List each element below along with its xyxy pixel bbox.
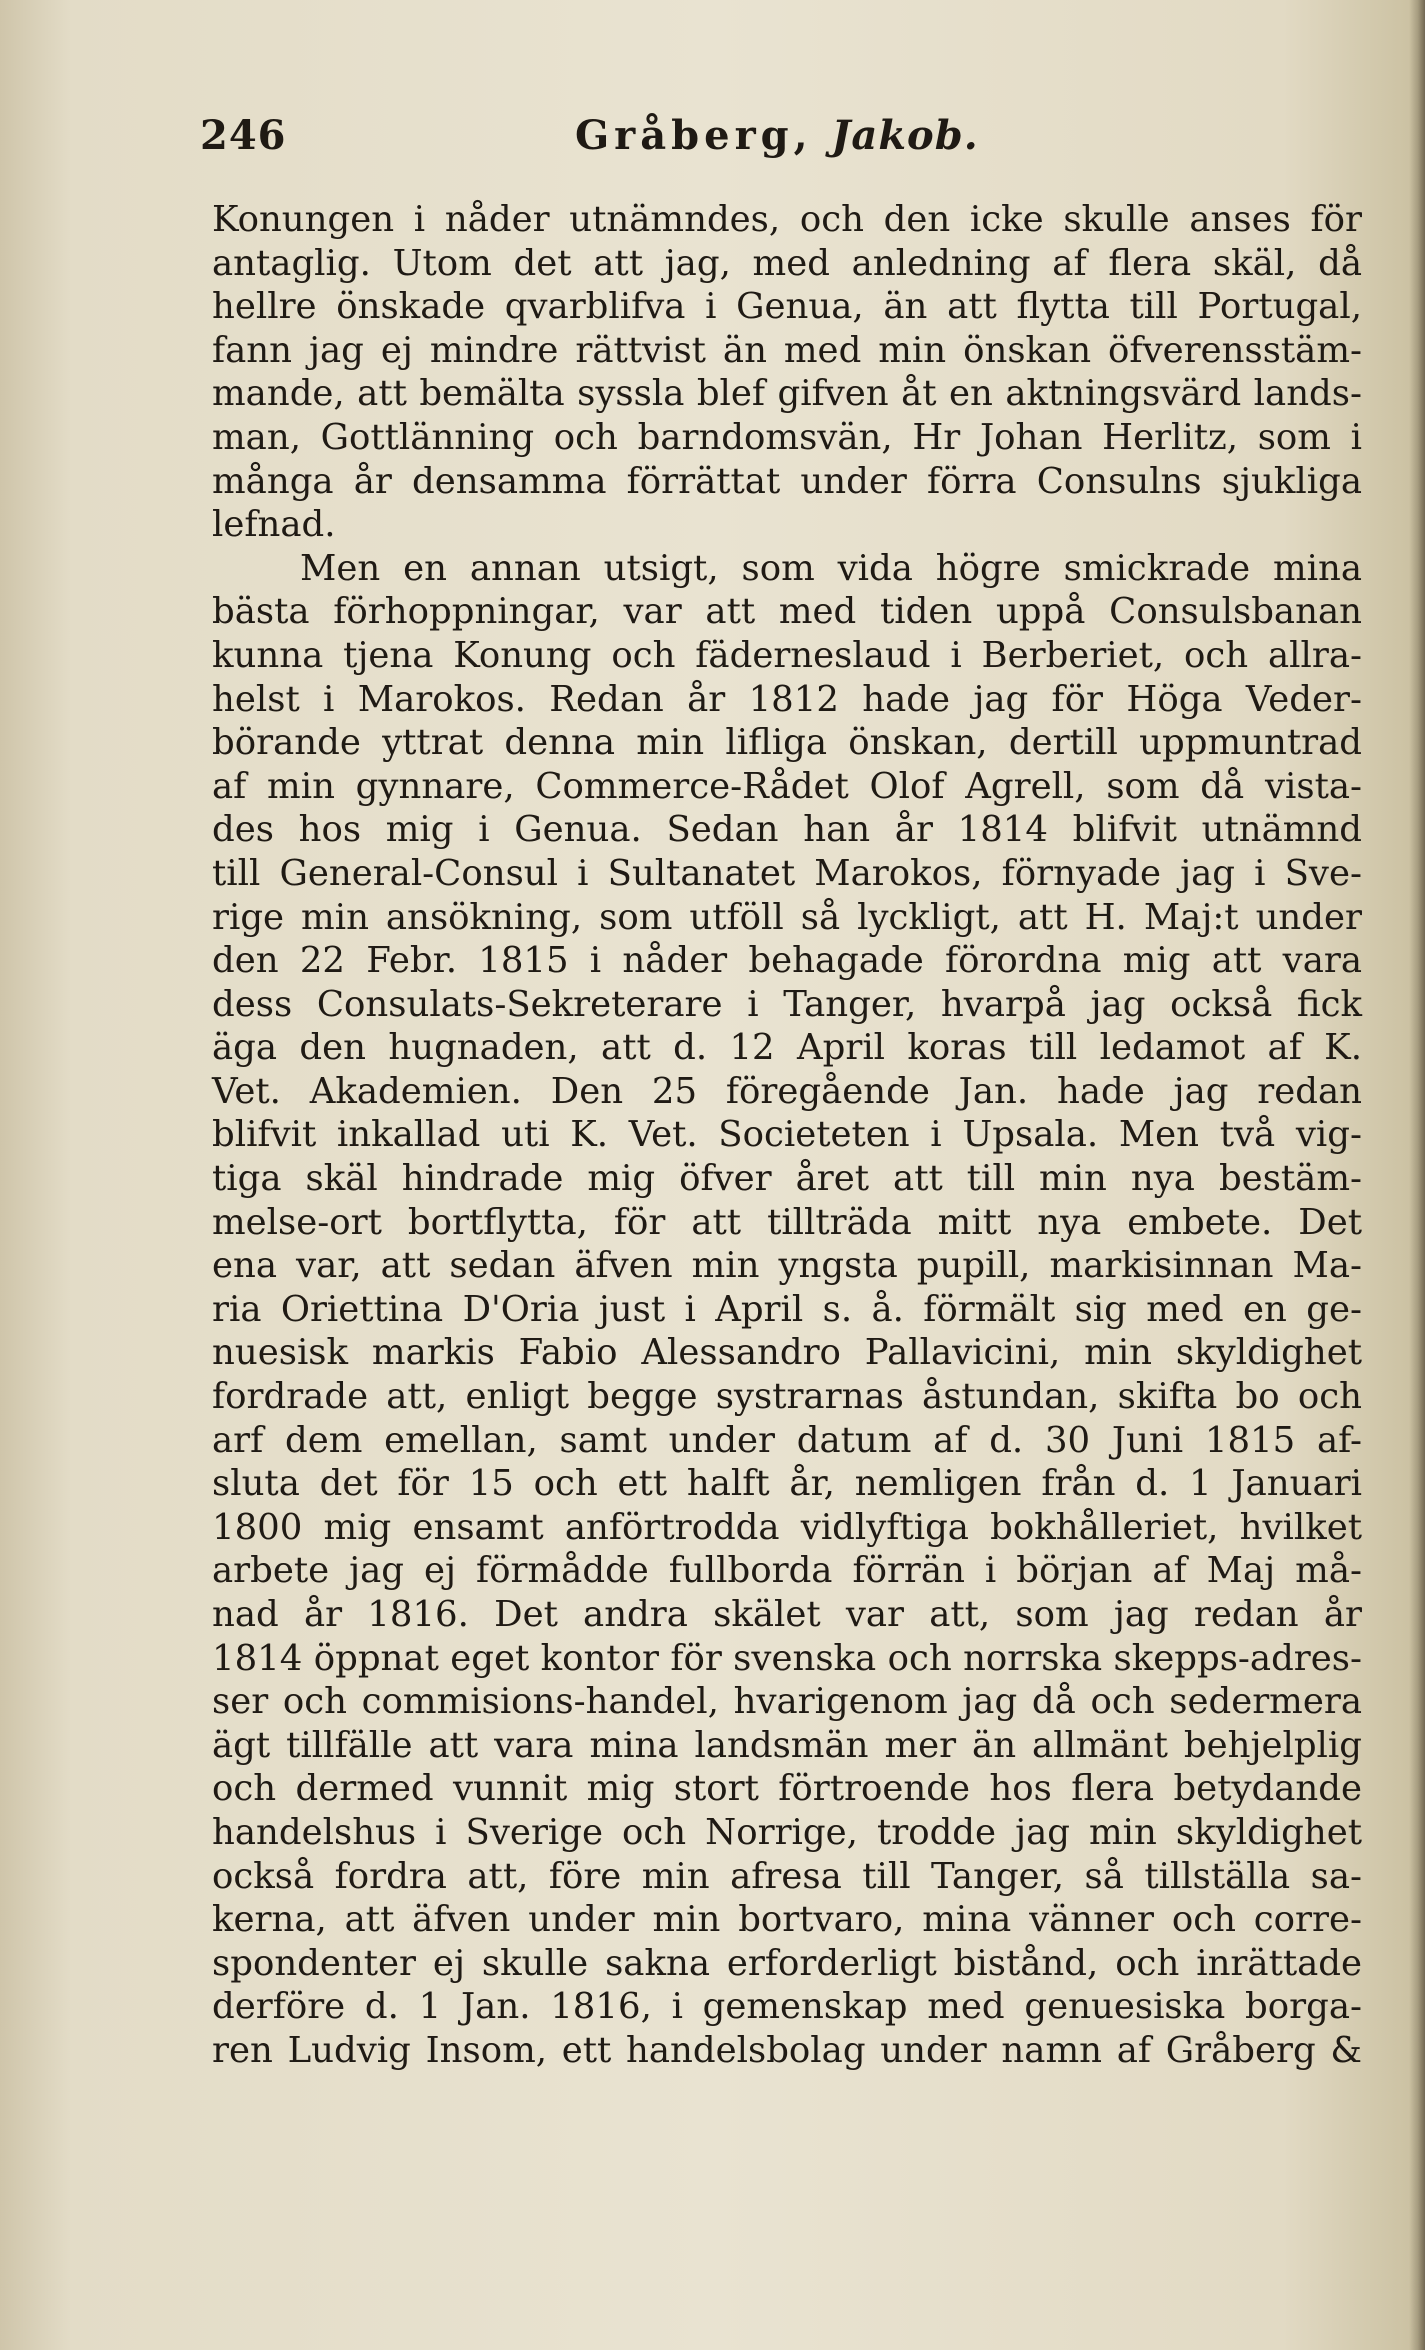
text-line: hellre önskade qvarblifva i Genua, än att flytta till Portugal,	[212, 286, 1362, 328]
page-edge-shadow	[1409, 0, 1425, 2350]
text-line: melse-ort bortflytta, för att tillträda mitt nya embete. Det	[212, 1201, 1362, 1243]
text-line: ena var, att sedan äfven min yngsta pupill, markisinnan Ma-	[212, 1245, 1362, 1287]
text-line: ägt tillfälle att vara mina landsmän mer än allmänt behjelplig	[212, 1724, 1362, 1766]
text-line: ren Ludvig Insom, ett handelsbolag under namn af Gråberg &	[212, 2029, 1362, 2071]
text-line: nuesisk markis Fabio Alessandro Pallavicini, min skyldighet	[212, 1332, 1362, 1374]
text-line: börande yttrat denna min lifliga önskan, dertill uppmuntrad	[212, 722, 1362, 764]
text-line: af min gynnare, Commerce-Rådet Olof Agrell, som då vista-	[212, 765, 1362, 807]
text-line: lefnad.	[212, 504, 336, 546]
text-line: derföre d. 1 Jan. 1816, i gemenskap med genuesiska borga-	[212, 1986, 1362, 2028]
text-line: äga den hugnaden, att d. 12 April koras till ledamot af K.	[212, 1027, 1362, 1069]
text-line: den 22 Febr. 1815 i nåder behagade förordna mig att vara	[212, 940, 1362, 982]
text-line: ria Oriettina D'Oria just i April s. å. förmält sig med en ge-	[212, 1288, 1362, 1330]
text-line: mande, att bemälta syssla blef gifven åt en aktningsvärd lands-	[212, 373, 1362, 415]
text-line-paragraph-start: Men en annan utsigt, som vida högre smickrade mina	[300, 547, 1362, 589]
text-line: kerna, att äfven under min bortvaro, mina vänner och corre-	[212, 1899, 1362, 1941]
text-line: bästa förhoppningar, var att med tiden uppå Consulsbanan	[212, 591, 1362, 633]
text-line: des hos mig i Genua. Sedan han år 1814 blifvit utnämnd	[212, 809, 1362, 851]
text-line: fann jag ej mindre rättvist än med min önskan öfverensstäm-	[212, 329, 1362, 371]
text-line: 1814 öppnat eget kontor för svenska och norrska skepps-adres-	[212, 1637, 1362, 1679]
text-line: man, Gottlänning och barndomsvän, Hr Johan Herlitz, som i	[212, 416, 1362, 458]
page-number: 246	[200, 112, 287, 159]
text-line: rige min ansökning, som utföll så lyckligt, att H. Maj:t under	[212, 896, 1362, 938]
text-line: sluta det för 15 och ett halft år, nemligen från d. 1 Januari	[212, 1463, 1362, 1505]
page-header	[200, 112, 1260, 172]
running-head	[575, 112, 979, 159]
text-line: ser och commisions-handel, hvarigenom jag då och sedermera	[212, 1681, 1362, 1723]
text-line: dess Consulats-Sekreterare i Tanger, hvarpå jag också fick	[212, 983, 1362, 1025]
running-head-given-name: Jakob.	[831, 112, 979, 159]
text-line: kunna tjena Konung och fäderneslaud i Berberiet, och allra-	[212, 634, 1362, 676]
text-line: tiga skäl hindrade mig öfver året att till min nya bestäm-	[212, 1158, 1362, 1200]
text-line: fordrade att, enligt begge systrarnas åstundan, skifta bo och	[212, 1376, 1362, 1418]
text-line: många år densamma förrättat under förra Consulns sjukliga	[212, 460, 1362, 502]
text-line: till General-Consul i Sultanatet Marokos, förnyade jag i Sve-	[212, 852, 1362, 894]
text-line: och dermed vunnit mig stort förtroende hos flera betydande	[212, 1768, 1362, 1810]
text-line: helst i Marokos. Redan år 1812 hade jag för Höga Veder-	[212, 678, 1362, 720]
running-head-surname: Gråberg,	[575, 112, 813, 159]
text-line: också fordra att, före min afresa till Tanger, så tillställa sa-	[212, 1855, 1362, 1897]
text-line: spondenter ej skulle sakna erforderligt bistånd, och inrättade	[212, 1942, 1362, 1984]
text-line: arf dem emellan, samt under datum af d. 30 Juni 1815 af-	[212, 1419, 1362, 1461]
text-line: Konungen i nåder utnämndes, och den icke skulle anses för	[212, 199, 1362, 240]
text-line: blifvit inkallad uti K. Vet. Societeten i Upsala. Men två vig-	[212, 1114, 1362, 1156]
body-text	[212, 198, 1362, 2073]
text-line: arbete jag ej förmådde fullborda förrän i början af Maj må-	[212, 1550, 1362, 1592]
text-line: 1800 mig ensamt anförtrodda vidlyftiga bokhålleriet, hvilket	[212, 1506, 1362, 1548]
text-line: antaglig. Utom det att jag, med anledning af flera skäl, då	[212, 242, 1362, 284]
text-line: Vet. Akademien. Den 25 föregående Jan. hade jag redan	[212, 1070, 1362, 1112]
text-line: nad år 1816. Det andra skälet var att, som jag redan år	[212, 1594, 1362, 1635]
text-line: handelshus i Sverige och Norrige, trodde jag min skyldighet	[212, 1811, 1362, 1853]
